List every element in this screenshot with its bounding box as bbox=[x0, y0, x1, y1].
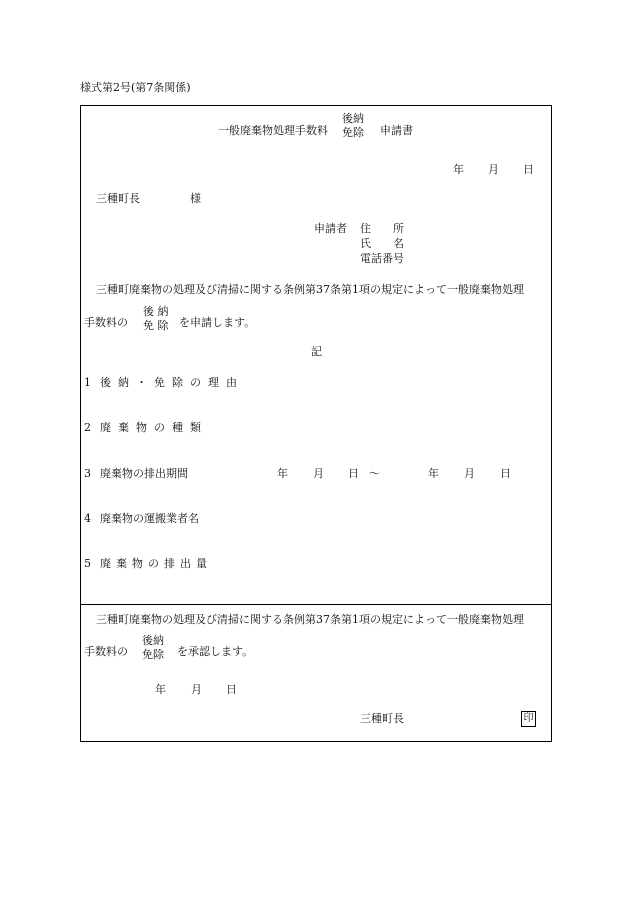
item-3-label: 廃棄物の排出期間 bbox=[100, 467, 188, 480]
approval-body-prefix: 手数料の bbox=[84, 645, 128, 658]
item-3-number: 3 bbox=[84, 467, 91, 480]
form-number-label: 様式第2号(第7条関係) bbox=[80, 81, 191, 94]
item-5-label: 廃棄物の排出量 bbox=[100, 557, 212, 570]
item-5-number: 5 bbox=[84, 557, 91, 570]
application-body-suffix: を申請します。 bbox=[179, 316, 256, 329]
title-option-deferred: 後納 bbox=[342, 112, 364, 125]
approval-option-deferred: 後納 bbox=[142, 634, 164, 647]
period-end-day: 日 bbox=[500, 467, 511, 480]
approval-date-year: 年 bbox=[155, 683, 166, 696]
application-body-prefix: 手数料の bbox=[84, 316, 128, 329]
title-suffix: 申請書 bbox=[380, 124, 413, 137]
item-4-label: 廃棄物の運搬業者名 bbox=[100, 512, 199, 525]
addressee-name: 三種町長 bbox=[96, 192, 140, 205]
period-end-year: 年 bbox=[428, 467, 439, 480]
applicant-phone-label: 電話番号 bbox=[360, 252, 404, 265]
period-start-year: 年 bbox=[277, 467, 288, 480]
title-option-stack bbox=[342, 112, 364, 140]
date-day-label: 日 bbox=[523, 163, 534, 176]
item-1-label: 後納・免除の理由 bbox=[100, 376, 244, 389]
seal-mark: 印 bbox=[521, 711, 536, 727]
application-body-line1: 三種町廃棄物の処理及び清掃に関する条例第37条第1項の規定によって一般廃棄物処理 bbox=[96, 283, 524, 296]
approval-date-month: 月 bbox=[191, 683, 202, 696]
applicant-name-label: 氏 名 bbox=[360, 237, 404, 250]
application-option-exempt: 免 除 bbox=[143, 319, 169, 332]
period-start-month: 月 bbox=[313, 467, 324, 480]
title-option-exempt: 免除 bbox=[342, 126, 364, 139]
item-4-number: 4 bbox=[84, 512, 91, 525]
date-month-label: 月 bbox=[488, 163, 499, 176]
record-label: 記 bbox=[311, 345, 322, 358]
approval-body-line1: 三種町廃棄物の処理及び清掃に関する条例第37条第1項の規定によって一般廃棄物処理 bbox=[96, 613, 524, 626]
application-option-stack bbox=[143, 305, 169, 333]
item-2-label: 廃棄物の種類 bbox=[100, 421, 208, 434]
period-start-day: 日 bbox=[348, 467, 359, 480]
approval-option-exempt: 免除 bbox=[142, 648, 164, 661]
item-2-number: 2 bbox=[84, 421, 91, 434]
item-1-number: 1 bbox=[84, 376, 91, 389]
title-prefix: 一般廃棄物処理手数料 bbox=[218, 124, 328, 137]
approval-body-suffix: を承認します。 bbox=[177, 645, 254, 658]
applicant-address-label: 住 所 bbox=[360, 222, 404, 235]
approval-section-divider bbox=[80, 604, 552, 605]
applicant-label: 申請者 bbox=[314, 222, 347, 235]
date-year-label: 年 bbox=[453, 163, 464, 176]
period-end-month: 月 bbox=[464, 467, 475, 480]
approval-date-day: 日 bbox=[226, 683, 237, 696]
addressee-honorific: 様 bbox=[190, 192, 201, 205]
period-tilde: ～ bbox=[369, 467, 380, 480]
approval-signatory: 三種町長 bbox=[360, 712, 404, 725]
application-option-deferred: 後 納 bbox=[143, 305, 169, 318]
approval-option-stack bbox=[142, 634, 164, 662]
